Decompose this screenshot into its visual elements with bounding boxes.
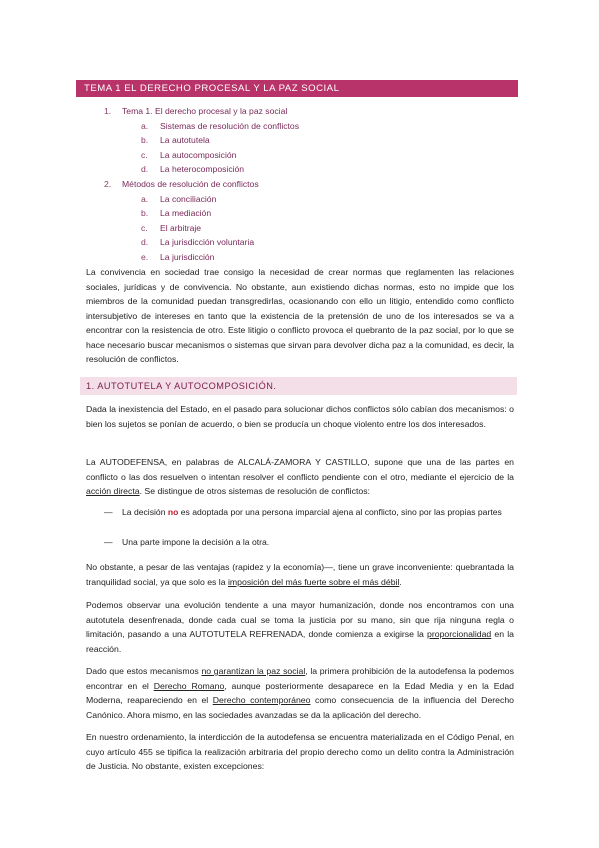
toc-item-label: Sistemas de resolución de conflictos <box>160 120 300 131</box>
toc-item-label: Tema 1. El derecho procesal y la paz social <box>122 106 288 116</box>
bullet-emphasis: no <box>167 507 179 517</box>
toc-item <box>104 148 524 163</box>
paragraph-5-text-4: como consecuencia de la influencia del Derecho Canónico. Ahora mismo, en las sociedades avanzadas se da la aplicación del derecho. <box>86 695 515 720</box>
paragraph-4-end: en la reacción. <box>86 629 514 654</box>
table-of-contents <box>104 104 524 265</box>
paragraph-1: Dada la inexistencia del Estado, en el pasado para solucionar dichos conflictos sólo cabían dos mecanismos: o bien los sujetos se ponían de acuerdo, o bien se producía un choque violento entre los dos interesados. <box>86 404 514 429</box>
bullet-text: Una parte impone la decisión a la otra. <box>122 537 270 547</box>
toc-item-number: 1. <box>104 106 112 116</box>
toc-item-label: La autocomposición <box>160 149 237 160</box>
toc-item-label: El arbitraje <box>160 222 202 233</box>
paragraph-6: En nuestro ordenamiento, la interdicción de la autodefensa se encuentra materializada en el Código Penal, en cuyo artículo 455 se tipifica la realización arbitraria del propio derecho como un delito contra la Administración de Justicia. No obstante, existen excepciones: <box>86 732 514 771</box>
document-title: TEMA 1 EL DERECHO PROCESAL Y LA PAZ SOCIAL <box>76 80 518 97</box>
paragraph-5-text-2: , la primera prohibición de la autodefensa la podemos encontrar en el <box>86 666 514 691</box>
intro-paragraph: La convivencia en sociedad trae consigo la necesidad de crear normas que reglamenten las relaciones sociales, jurídicas y de convivencia. No obstante, aun existiendo dichas normas, esto no impide que los miembros de la comunidad puedan transgredirlas, ocasionando con ello un litigio, entendido como conflicto intersubjetivo de intereses en tanto que la existencia de la pretensión de uno de los interesados se va a encontrar con la resistencia de otro. Este litigio o conflicto provoca el quebranto de la paz social, por lo que se hace necesario buscar mecanismos o sistemas que sirvan para devolver dicha paz a la comunidad, es decir, la resolución de conflictos. <box>86 267 514 364</box>
paragraph-5 <box>86 664 514 722</box>
toc-item-number: b. <box>141 208 149 219</box>
toc-item <box>104 119 524 134</box>
dash-icon: — <box>104 537 113 547</box>
paragraph-5-underline-1: no garantizan la paz social <box>201 666 306 676</box>
toc-item-number: b. <box>141 135 149 146</box>
paragraph-4-text: Podemos observar una evolución tendente a una mayor humanización, donde nos encontramos con una autotutela desenfrenada, donde cada cual se toma la justicia por su mano, sin que rija ninguna regla o limitación, pasando a una AUTOTUTELA REFRENADA, donde comienza a exigirse la <box>86 600 514 639</box>
toc-item-number: a. <box>141 193 149 204</box>
toc-item <box>104 162 524 177</box>
toc-item-number: d. <box>141 164 149 175</box>
toc-item <box>104 206 524 221</box>
paragraph-2 <box>86 455 514 499</box>
toc-item-number: d. <box>141 237 149 248</box>
toc-item <box>104 177 524 192</box>
toc-item-label: La conciliación <box>160 193 217 204</box>
toc-item-label: La jurisdicción <box>160 251 215 262</box>
paragraph-5-underline-3: Derecho contemporáneo <box>212 695 311 705</box>
toc-item-number: a. <box>141 120 149 131</box>
paragraph-3-text: No obstante, a pesar de las ventajas (rapidez y la economía)—, tiene un grave inconveniente: quebrantada la tranquilidad social, ya que solo es la <box>86 562 514 587</box>
toc-item <box>104 250 524 265</box>
paragraph-4 <box>86 598 514 656</box>
paragraph-2-underline: acción directa <box>86 486 140 496</box>
toc-item-label: La heterocomposición <box>160 164 245 175</box>
toc-item-label: La autotutela <box>160 135 210 146</box>
toc-item <box>104 104 524 119</box>
bullet-item <box>104 505 514 520</box>
paragraph-2-text: La AUTODEFENSA, en palabras de ALCALÁ-ZAMORA Y CASTILLO, supone que una de las partes en conflicto o las dos resuelven o intentan resolver el conflicto pendiente con el otro, mediante el ejercicio de la <box>86 457 514 482</box>
toc-item-number: 2. <box>104 178 112 189</box>
paragraph-3 <box>86 560 514 589</box>
paragraph-3-underline: imposición del más fuerte sobre el más débil <box>227 576 400 587</box>
bullet-text: La decisión <box>122 507 168 517</box>
section-heading: 1. AUTOTUTELA Y AUTOCOMPOSICIÓN. <box>80 377 517 395</box>
toc-item-number: e. <box>141 251 149 262</box>
toc-item <box>104 221 524 236</box>
paragraph-5-text-3: , aunque posteriormente desaparece en la Edad Media y en la Edad Moderna, reapareciendo en el <box>86 680 514 705</box>
toc-item <box>104 235 524 250</box>
paragraph-3-end: . <box>399 576 402 587</box>
bullet-text-end: es adoptada por una persona imparcial ajena al conflicto, sino por las propias partes <box>178 507 502 517</box>
toc-item-label: La jurisdicción voluntaria <box>160 237 255 248</box>
toc-item-number: c. <box>141 149 148 160</box>
toc-item-label: La mediación <box>160 208 212 219</box>
toc-item <box>104 133 524 148</box>
toc-item-number: c. <box>141 222 148 233</box>
dash-icon: — <box>104 507 113 517</box>
bullet-item <box>104 535 514 550</box>
paragraph-2-end: . Se distingue de otros sistemas de resolución de conflictos: <box>139 486 370 496</box>
paragraph-5-text: Dado que estos mecanismos <box>86 666 202 676</box>
toc-item <box>104 192 524 207</box>
toc-item-label: Métodos de resolución de conflictos <box>122 178 259 189</box>
paragraph-5-underline-2: Derecho Romano <box>153 680 225 691</box>
paragraph-4-underline: proporcionalidad <box>427 629 492 639</box>
